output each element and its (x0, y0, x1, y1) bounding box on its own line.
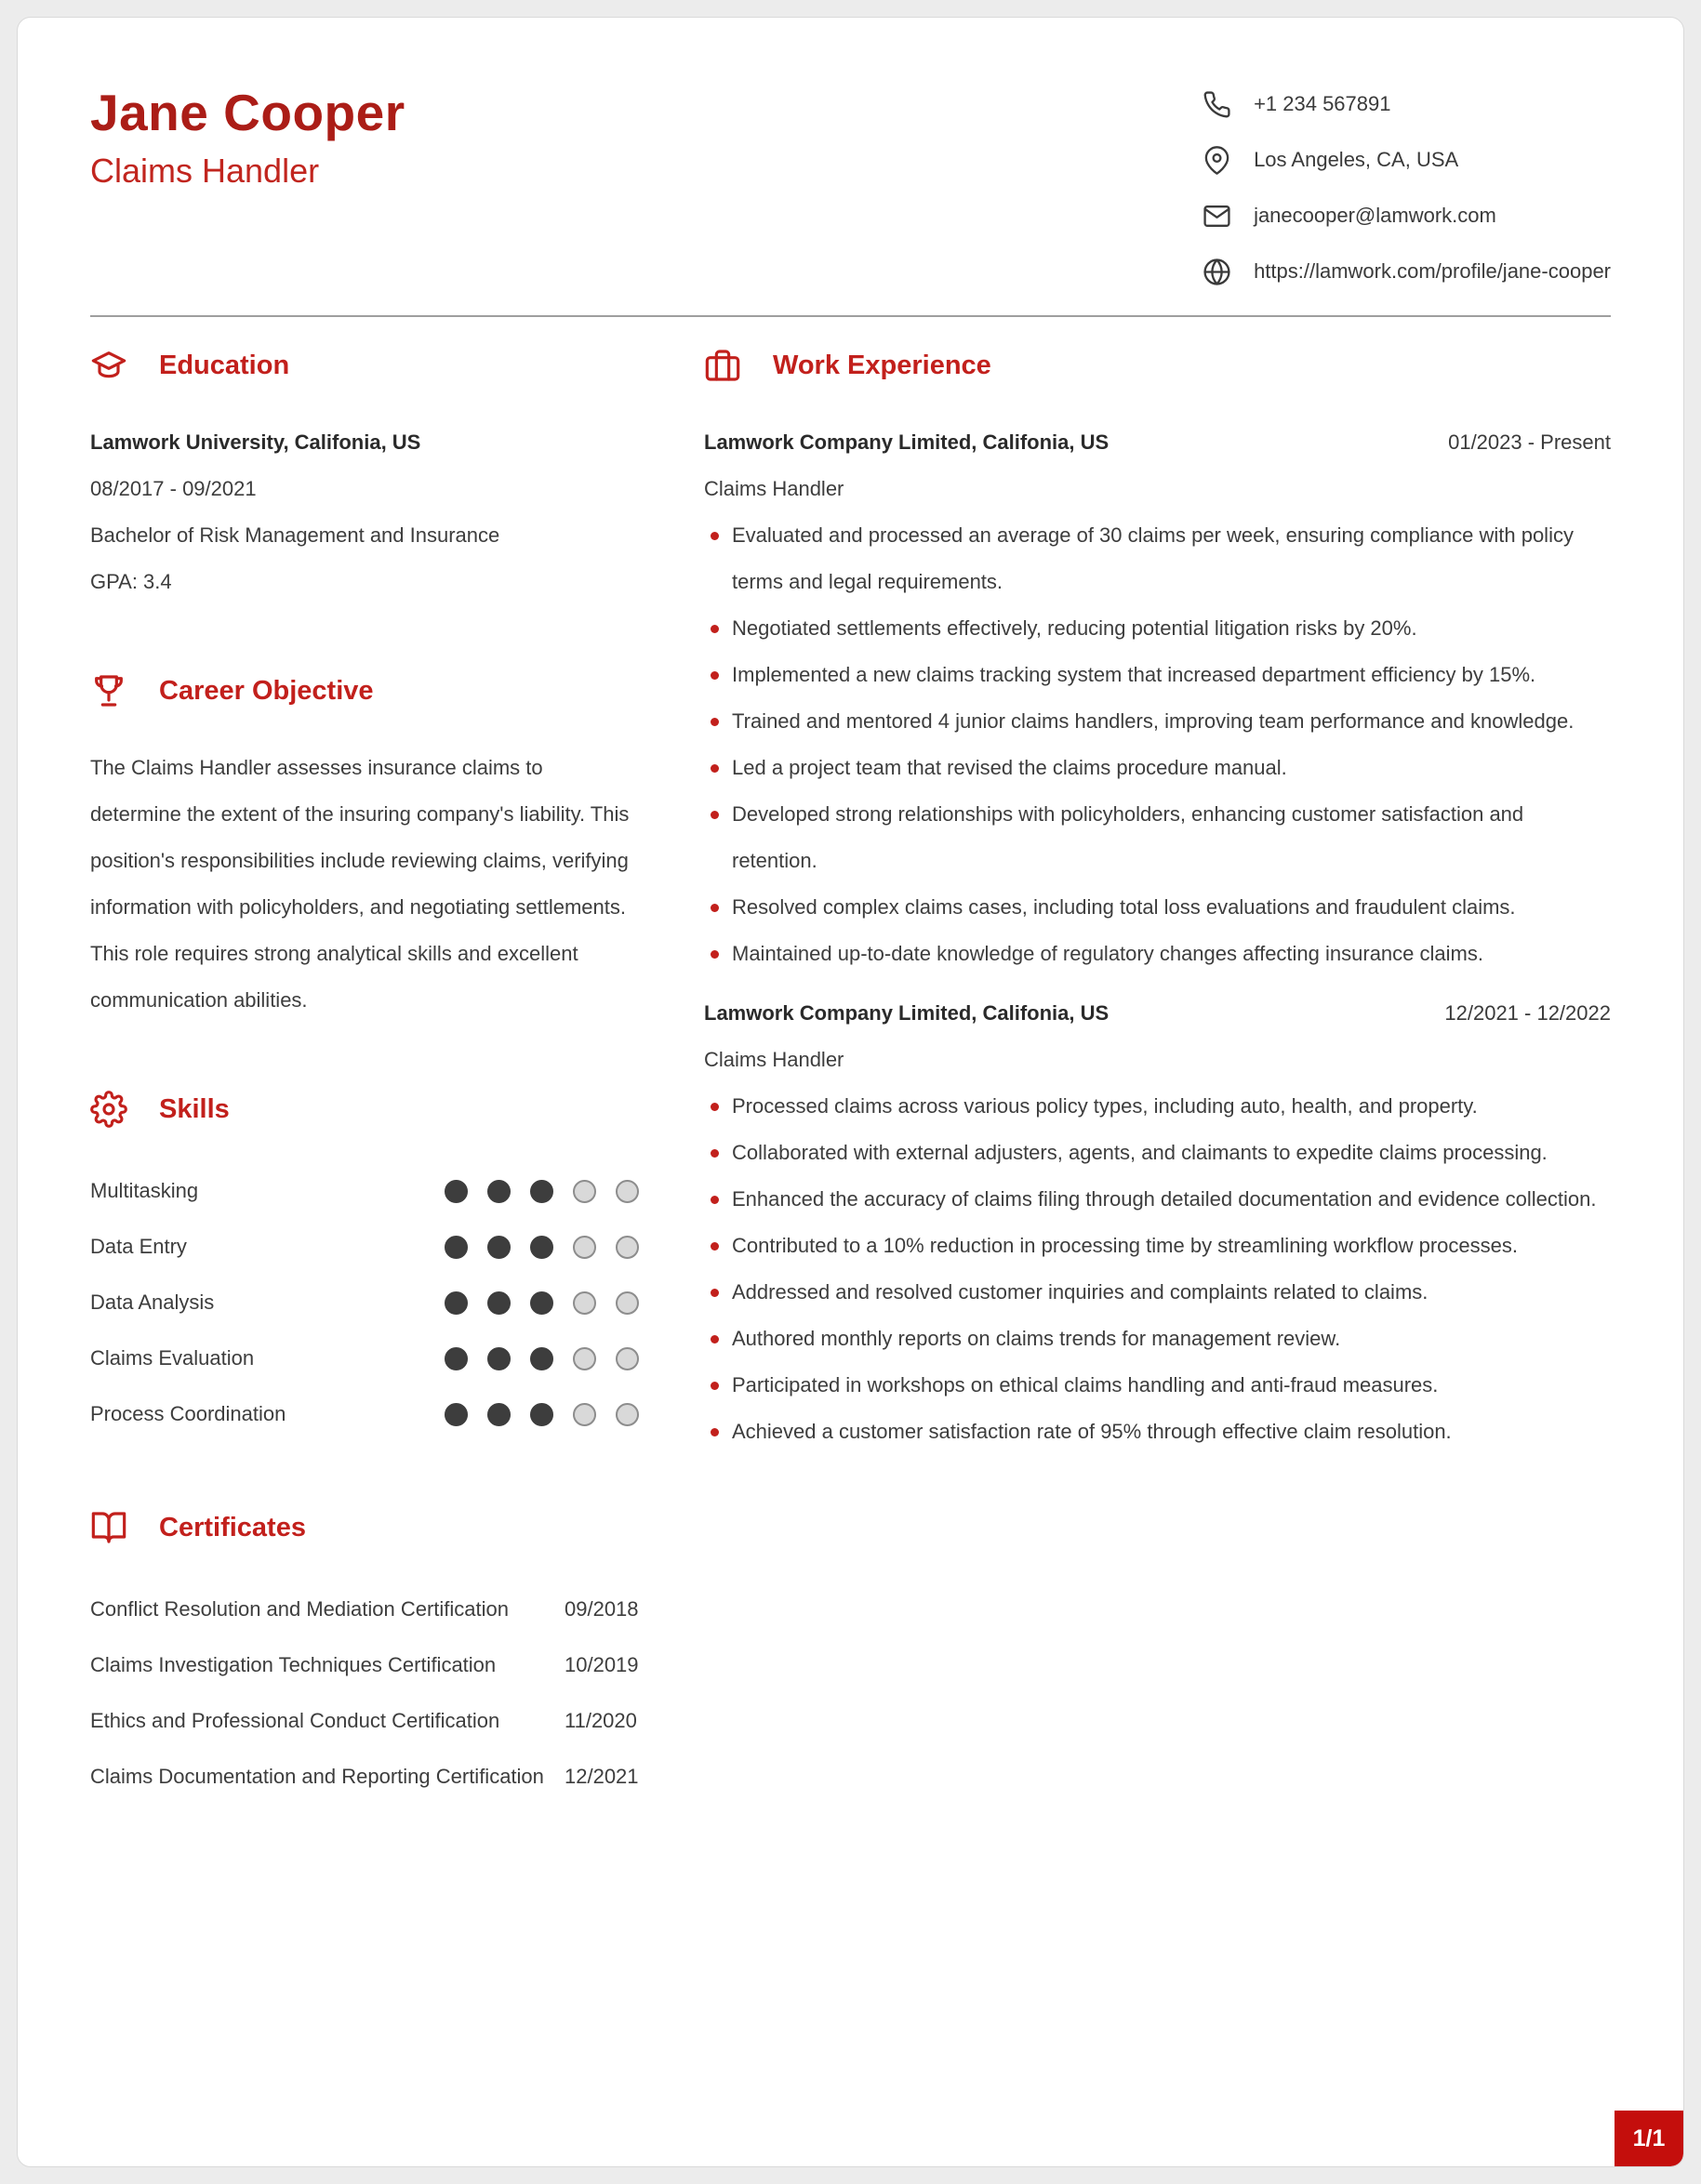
certificate-date: 12/2021 (565, 1765, 639, 1788)
skill-row (90, 1275, 639, 1330)
education-degree: Bachelor of Risk Management and Insurance (90, 523, 500, 547)
skill-label: Process Coordination (90, 1402, 286, 1425)
work-experience-jobs (704, 419, 1611, 1455)
resume-page (17, 17, 1684, 2167)
work-experience-section (704, 347, 1611, 1455)
skill-level-dots (445, 1403, 639, 1426)
skill-dot-filled (530, 1291, 553, 1315)
skill-dot-empty (616, 1236, 639, 1259)
right-column (704, 347, 1611, 1872)
job-bullet: Led a project team that revised the claims procedure manual. (704, 745, 1611, 791)
skill-dot-filled (445, 1180, 468, 1203)
certificate-date: 11/2020 (565, 1709, 637, 1732)
skill-label: Data Analysis (90, 1291, 215, 1314)
job-entry (704, 419, 1611, 977)
certificates-list (90, 1582, 639, 1805)
skill-dot-empty (616, 1403, 639, 1426)
skill-row (90, 1163, 639, 1219)
mail-icon (1203, 202, 1231, 231)
job-bullet: Enhanced the accuracy of claims filing through detailed documentation and evidence collection. (704, 1176, 1611, 1223)
contact-location-row (1203, 140, 1611, 179)
job-bullet: Authored monthly reports on claims trends for management review. (704, 1316, 1611, 1362)
certificate-row (90, 1582, 639, 1637)
skill-level-dots (445, 1291, 639, 1315)
education-heading: Education (159, 350, 290, 380)
skill-dot-filled (530, 1180, 553, 1203)
contact-phone-row (1203, 85, 1611, 124)
job-header-row (704, 419, 1611, 466)
job-dates: 12/2021 - 12/2022 (1444, 1001, 1611, 1025)
certificate-date: 10/2019 (565, 1653, 639, 1676)
certificate-name: Claims Investigation Techniques Certification (90, 1653, 497, 1676)
identity-block (90, 83, 405, 191)
certificate-name: Conflict Resolution and Mediation Certification (90, 1597, 510, 1621)
skill-dot-filled (487, 1180, 511, 1203)
open-book-icon (90, 1509, 127, 1546)
skills-section (90, 1091, 639, 1442)
job-bullet: Collaborated with external adjusters, agents, and claimants to expedite claims processing. (704, 1130, 1611, 1176)
career-objective-heading-row (90, 672, 639, 709)
contact-phone: +1 234 567891 (1254, 92, 1391, 115)
skill-dot-filled (530, 1236, 553, 1259)
skill-dot-empty (573, 1236, 596, 1259)
skill-label: Multitasking (90, 1179, 199, 1202)
career-objective-section (90, 672, 639, 1024)
certificate-name: Claims Documentation and Reporting Certification (90, 1765, 544, 1788)
skill-dot-empty (573, 1403, 596, 1426)
job-bullet-list (704, 1083, 1611, 1455)
certificate-row (90, 1637, 639, 1693)
skills-list (90, 1163, 639, 1442)
skill-dot-filled (445, 1347, 468, 1370)
education-section (90, 347, 639, 605)
skill-dot-empty (616, 1180, 639, 1203)
job-bullet: Participated in workshops on ethical claims handling and anti-fraud measures. (704, 1362, 1611, 1409)
gear-icon (90, 1091, 127, 1128)
education-school: Lamwork University, Califonia, US (90, 430, 421, 454)
skill-label: Data Entry (90, 1235, 187, 1258)
contact-email: janecooper@lamwork.com (1254, 204, 1496, 227)
page-indicator-badge: 1/1 (1615, 2111, 1683, 2166)
job-bullet: Processed claims across various policy types, including auto, health, and property. (704, 1083, 1611, 1130)
skill-dot-filled (530, 1347, 553, 1370)
person-job-title: Claims Handler (90, 152, 320, 190)
globe-icon (1203, 258, 1231, 286)
education-heading-row (90, 347, 639, 384)
location-pin-icon (1203, 146, 1231, 175)
certificate-name: Ethics and Professional Conduct Certification (90, 1709, 500, 1732)
career-objective-heading: Career Objective (159, 675, 374, 706)
resume-columns (90, 347, 1611, 1872)
job-bullet: Trained and mentored 4 junior claims handlers, improving team performance and knowledge. (704, 698, 1611, 745)
job-bullet: Achieved a customer satisfaction rate of 95% through effective claim resolution. (704, 1409, 1611, 1455)
skill-row (90, 1219, 639, 1275)
job-entry (704, 990, 1611, 1455)
career-objective-text: The Claims Handler assesses insurance claims to determine the extent of the insuring company's liability. This position's responsibilities include reviewing claims, verifying information with policyholders, and negotiating settlements. This role requires strong analytical skills and excellent communication abilities. (90, 756, 630, 1012)
job-bullet: Negotiated settlements effectively, reducing potential litigation risks by 20%. (704, 605, 1611, 652)
skill-label: Claims Evaluation (90, 1346, 255, 1370)
graduation-cap-icon (90, 347, 127, 384)
job-bullet: Implemented a new claims tracking system that increased department efficiency by 15%. (704, 652, 1611, 698)
phone-icon (1203, 90, 1231, 119)
contact-website-row (1203, 252, 1611, 291)
job-role: Claims Handler (704, 1048, 844, 1071)
briefcase-icon (704, 347, 741, 384)
job-bullet: Maintained up-to-date knowledge of regulatory changes affecting insurance claims. (704, 931, 1611, 977)
contact-block (1203, 83, 1611, 291)
job-bullet: Developed strong relationships with policyholders, enhancing customer satisfaction and retention. (704, 791, 1611, 884)
skill-dot-filled (445, 1236, 468, 1259)
education-gpa: GPA: 3.4 (90, 570, 172, 593)
skill-row (90, 1386, 639, 1442)
skill-level-dots (445, 1236, 639, 1259)
skill-dot-filled (445, 1291, 468, 1315)
skill-dot-filled (487, 1236, 511, 1259)
left-column (90, 347, 639, 1872)
skill-dot-empty (616, 1291, 639, 1315)
job-bullet-list (704, 512, 1611, 977)
certificate-date: 09/2018 (565, 1597, 639, 1621)
skills-heading-row (90, 1091, 639, 1128)
skill-dot-filled (487, 1291, 511, 1315)
job-dates: 01/2023 - Present (1448, 430, 1611, 454)
job-header-row (704, 990, 1611, 1037)
job-bullet: Contributed to a 10% reduction in processing time by streamlining workflow processes. (704, 1223, 1611, 1269)
skill-level-dots (445, 1347, 639, 1370)
skill-dot-filled (487, 1403, 511, 1426)
contact-website: https://lamwork.com/profile/jane-cooper (1254, 259, 1611, 283)
education-dates: 08/2017 - 09/2021 (90, 477, 257, 500)
work-experience-heading: Work Experience (773, 350, 991, 380)
skills-heading: Skills (159, 1093, 230, 1124)
skill-dot-empty (573, 1347, 596, 1370)
header-divider (90, 315, 1611, 317)
job-role: Claims Handler (704, 477, 844, 500)
job-company: Lamwork Company Limited, Califonia, US (704, 1001, 1110, 1025)
contact-location: Los Angeles, CA, USA (1254, 148, 1459, 171)
contact-email-row (1203, 196, 1611, 235)
trophy-icon (90, 672, 127, 709)
skill-dot-filled (487, 1347, 511, 1370)
skill-dot-empty (573, 1291, 596, 1315)
skill-dot-filled (445, 1403, 468, 1426)
work-experience-heading-row (704, 347, 1611, 384)
job-bullet: Evaluated and processed an average of 30 claims per week, ensuring compliance with policy terms and legal requirements. (704, 512, 1611, 605)
skill-row (90, 1330, 639, 1386)
skill-dot-empty (573, 1180, 596, 1203)
skill-level-dots (445, 1180, 639, 1203)
job-company: Lamwork Company Limited, Califonia, US (704, 430, 1110, 454)
certificates-section (90, 1509, 639, 1805)
certificates-heading-row (90, 1509, 639, 1546)
job-bullet: Resolved complex claims cases, including total loss evaluations and fraudulent claims. (704, 884, 1611, 931)
resume-header (90, 83, 1611, 291)
person-name: Jane Cooper (90, 84, 405, 141)
certificate-row (90, 1749, 639, 1805)
certificate-row (90, 1693, 639, 1749)
skill-dot-empty (616, 1347, 639, 1370)
skill-dot-filled (530, 1403, 553, 1426)
certificates-heading: Certificates (159, 1512, 306, 1542)
job-bullet: Addressed and resolved customer inquiries and complaints related to claims. (704, 1269, 1611, 1316)
